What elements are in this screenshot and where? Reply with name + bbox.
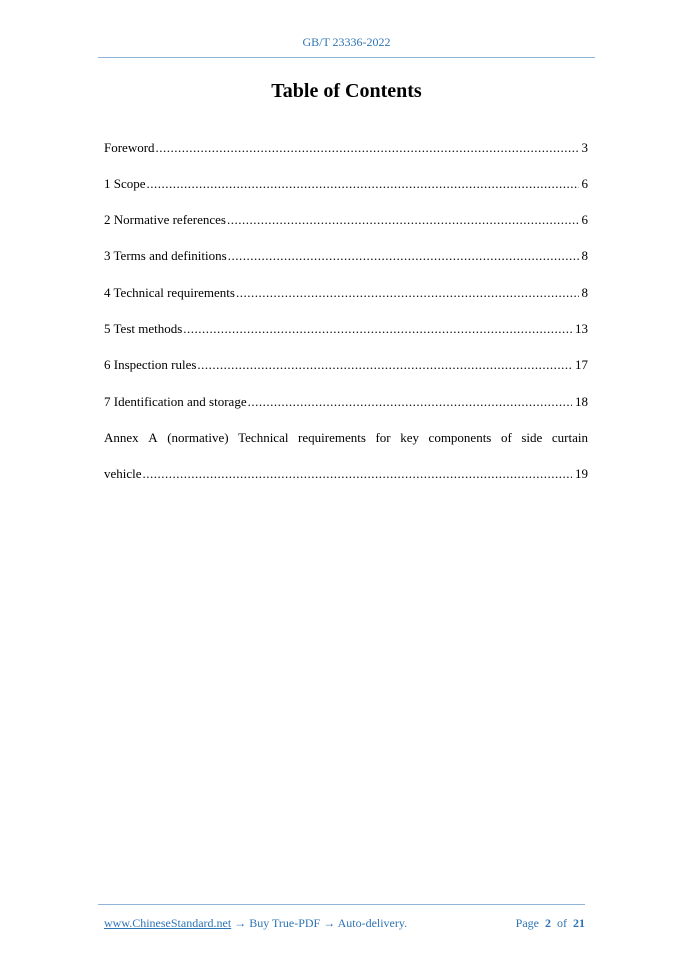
toc-entry-identification-storage[interactable] xyxy=(104,392,588,412)
page-word: Page xyxy=(515,916,539,930)
dot-leader xyxy=(197,355,572,375)
toc-entry-page: 17 xyxy=(575,357,588,372)
annex-word: key xyxy=(400,430,419,445)
footer-tagline: → Buy True-PDF → Auto-delivery. xyxy=(231,916,408,930)
annex-word: for xyxy=(375,430,391,445)
toc-entry-label: 6 Inspection rules xyxy=(104,357,197,372)
toc-entry-label: vehicle xyxy=(104,466,142,481)
running-header: GB/T 23336-2022 xyxy=(302,35,391,49)
annex-word: Annex xyxy=(104,430,139,445)
footer-divider xyxy=(98,904,585,905)
dot-leader xyxy=(248,392,572,412)
page-of-word: of xyxy=(557,916,567,930)
toc-entry-foreword[interactable] xyxy=(104,138,588,158)
toc-entry-inspection-rules[interactable] xyxy=(104,355,588,375)
toc-entry-page: 13 xyxy=(575,321,588,336)
toc-entry-annex-a-continuation[interactable] xyxy=(104,464,588,484)
toc-entry-label: 3 Terms and definitions xyxy=(104,248,227,263)
dot-leader xyxy=(227,210,579,230)
total-pages: 21 xyxy=(573,916,585,930)
toc-entry-annex-a[interactable] xyxy=(104,428,588,448)
toc-entry-terms-definitions[interactable] xyxy=(104,246,588,266)
annex-word: A xyxy=(148,430,158,445)
toc-entry-label: 2 Normative references xyxy=(104,212,226,227)
toc-entry-label: 7 Identification and storage xyxy=(104,394,247,409)
site-link[interactable]: www.ChineseStandard.net xyxy=(104,916,232,930)
toc-entry-page: 19 xyxy=(575,466,588,481)
annex-word: (normative) xyxy=(167,430,229,445)
dot-leader xyxy=(156,138,579,158)
toc-entry-test-methods[interactable] xyxy=(104,319,588,339)
toc-entry-page: 8 xyxy=(581,248,588,263)
dot-leader xyxy=(147,174,579,194)
toc-entry-page: 3 xyxy=(581,140,588,155)
toc-entry-scope[interactable] xyxy=(104,174,588,194)
annex-word: curtain xyxy=(551,430,588,445)
toc-entry-normative-references[interactable] xyxy=(104,210,588,230)
current-page: 2 xyxy=(545,916,551,930)
toc-entry-label: 1 Scope xyxy=(104,176,146,191)
annex-word: side xyxy=(521,430,543,445)
toc-entry-label: 5 Test methods xyxy=(104,321,183,336)
footer-promo xyxy=(104,916,407,931)
toc-entry-page: 6 xyxy=(581,212,588,227)
page-number xyxy=(516,916,585,931)
header-divider xyxy=(98,57,595,58)
toc-entry-label: 4 Technical requirements xyxy=(104,285,235,300)
toc-entry-label: Foreword xyxy=(104,140,155,155)
page-title: Table of Contents xyxy=(271,80,422,102)
annex-word: Technical xyxy=(238,430,289,445)
dot-leader xyxy=(228,246,579,266)
toc-entry-technical-requirements[interactable] xyxy=(104,283,588,303)
annex-word: of xyxy=(500,430,512,445)
annex-word: requirements xyxy=(298,430,366,445)
dot-leader xyxy=(183,319,572,339)
dot-leader xyxy=(236,283,579,303)
toc-entry-page: 18 xyxy=(575,394,588,409)
toc-entry-page: 6 xyxy=(581,176,588,191)
annex-word: components xyxy=(428,430,492,445)
dot-leader xyxy=(143,464,572,484)
toc-entry-page: 8 xyxy=(581,285,588,300)
